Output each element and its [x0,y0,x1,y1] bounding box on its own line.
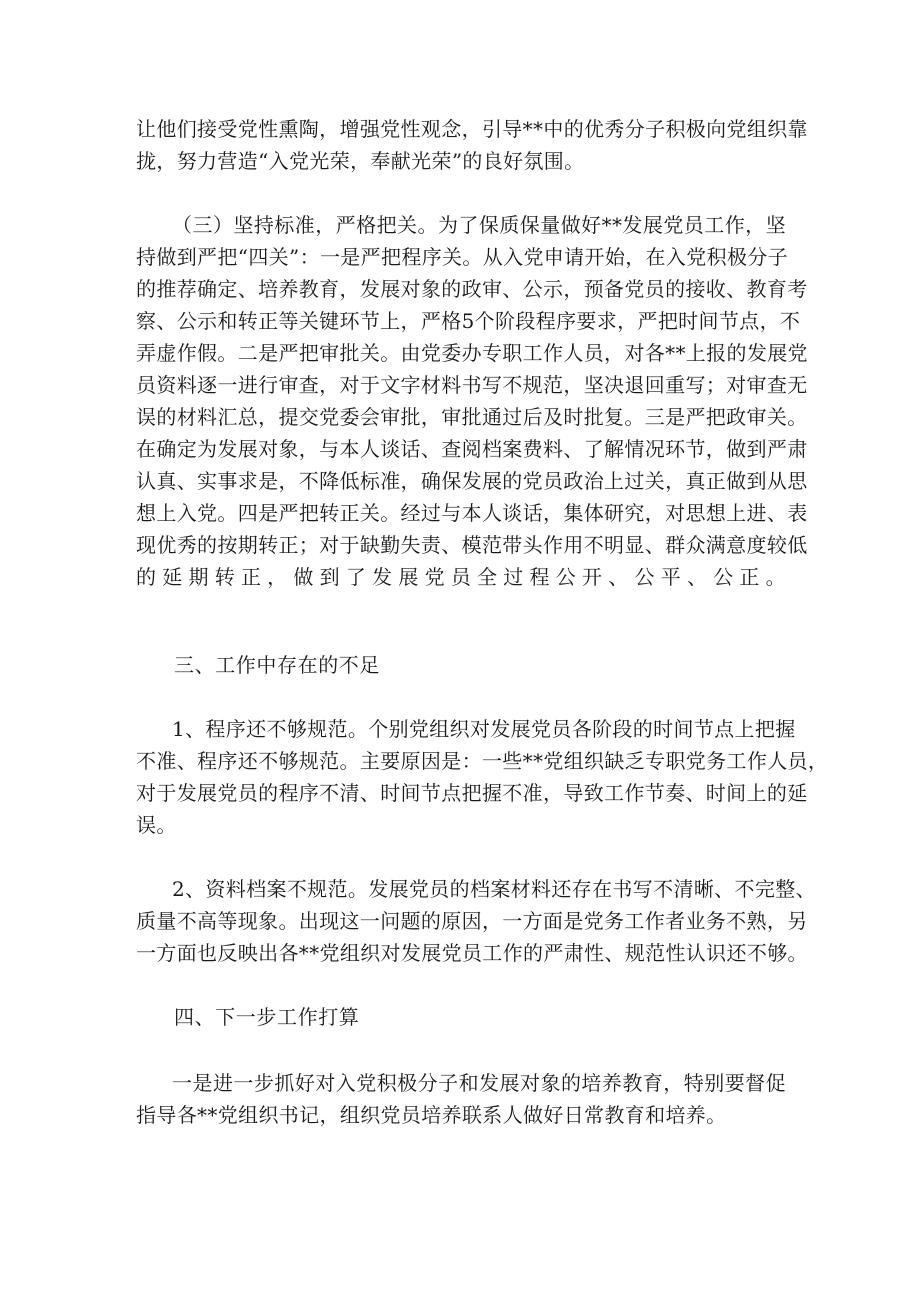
text-line: 误。 [136,813,177,837]
text-line: （三）坚持标准，严格把关。为了保质保量做好**发展党员工作，坚 [172,213,786,237]
text-line: 弄虚作假。二是严把审批关。由党委办专职工作人员，对各**上报的发展党 [136,341,808,365]
text-line: 2、资料档案不规范。发展党员的档案材料还存在书写不清晰、不完整、 [172,877,816,901]
text-line: 的推荐确定、培养教育，发展对象的政审、公示，预备党员的接收、教育考 [136,277,808,301]
paragraph-strict-standards [136,209,808,657]
text-line: 员资料逐一进行审查，对于文字材料书写不规范，坚决退回重写；对审查无 [136,373,808,397]
text-line: 对于发展党员的程序不清、时间节点把握不准，导致工作节奏、时间上的延 [136,781,808,805]
text-line: 质量不高等现象。出现这一问题的原因，一方面是党务工作者业务不熟，另 [136,909,808,933]
text-line: 拢，努力营造“入党光荣，奉献光荣”的良好氛围。 [136,149,585,173]
text-line: 一方面也反映出各**党组织对发展党员工作的严肃性、规范性认识还不够。 [136,941,808,965]
paragraph-continuation [136,113,808,177]
text-line: 现优秀的按期转正；对于缺勤失责、模范带头作用不明显、群众满意度较低 [136,533,808,557]
text-line: 指导各**党组织书记，组织党员培养联系人做好日常教育和培养。 [136,1103,727,1127]
text-line: 误的材料汇总，提交党委会审批，审批通过后及时批复。三是严把政审关。 [136,405,808,429]
text-line: 一是进一步抓好对入党积极分子和发展对象的培养教育，特别要督促 [172,1071,786,1095]
text-line: 不准、程序还不够规范。主要原因是：一些**党组织缺乏专职党务工作人员， [136,749,829,773]
paragraph-archive-issue [136,873,816,969]
text-line: 想上入党。四是严把转正关。经过与本人谈话，集体研究，对思想上进、表 [136,501,808,525]
paragraph-procedure-issue [136,713,829,841]
text-line: 在确定为发展对象，与本人谈话、查阅档案费料、了解情况环节，做到严肃 [136,437,808,461]
text-line: 的延期转正，做到了发展党员全过程公开、公平、公正。 [136,565,786,589]
text-line: 持做到严把“四关”：一是严把程序关。从入党申请开始，在入党积极分子 [136,245,788,269]
text-line: 察、公示和转正等关键环节上，严格5个阶段程序要求，严把时间节点，不 [136,309,801,333]
text-line: 1、程序还不够规范。个别党组织对发展党员各阶段的时间节点上把握 [172,717,796,741]
text-line [136,593,786,625]
section-heading-shortcomings: 三、工作中存在的不足 [174,653,380,677]
text-line: 认真、实事求是，不降低标准，确保发展的党员政治上过关，真正做到从思 [136,469,808,493]
section-heading-next-steps: 四、下一步工作打算 [174,1005,360,1029]
paragraph-next-steps [136,1067,786,1131]
text-line: 让他们接受党性熏陶，增强党性观念，引导**中的优秀分子积极向党组织靠 [136,117,808,141]
